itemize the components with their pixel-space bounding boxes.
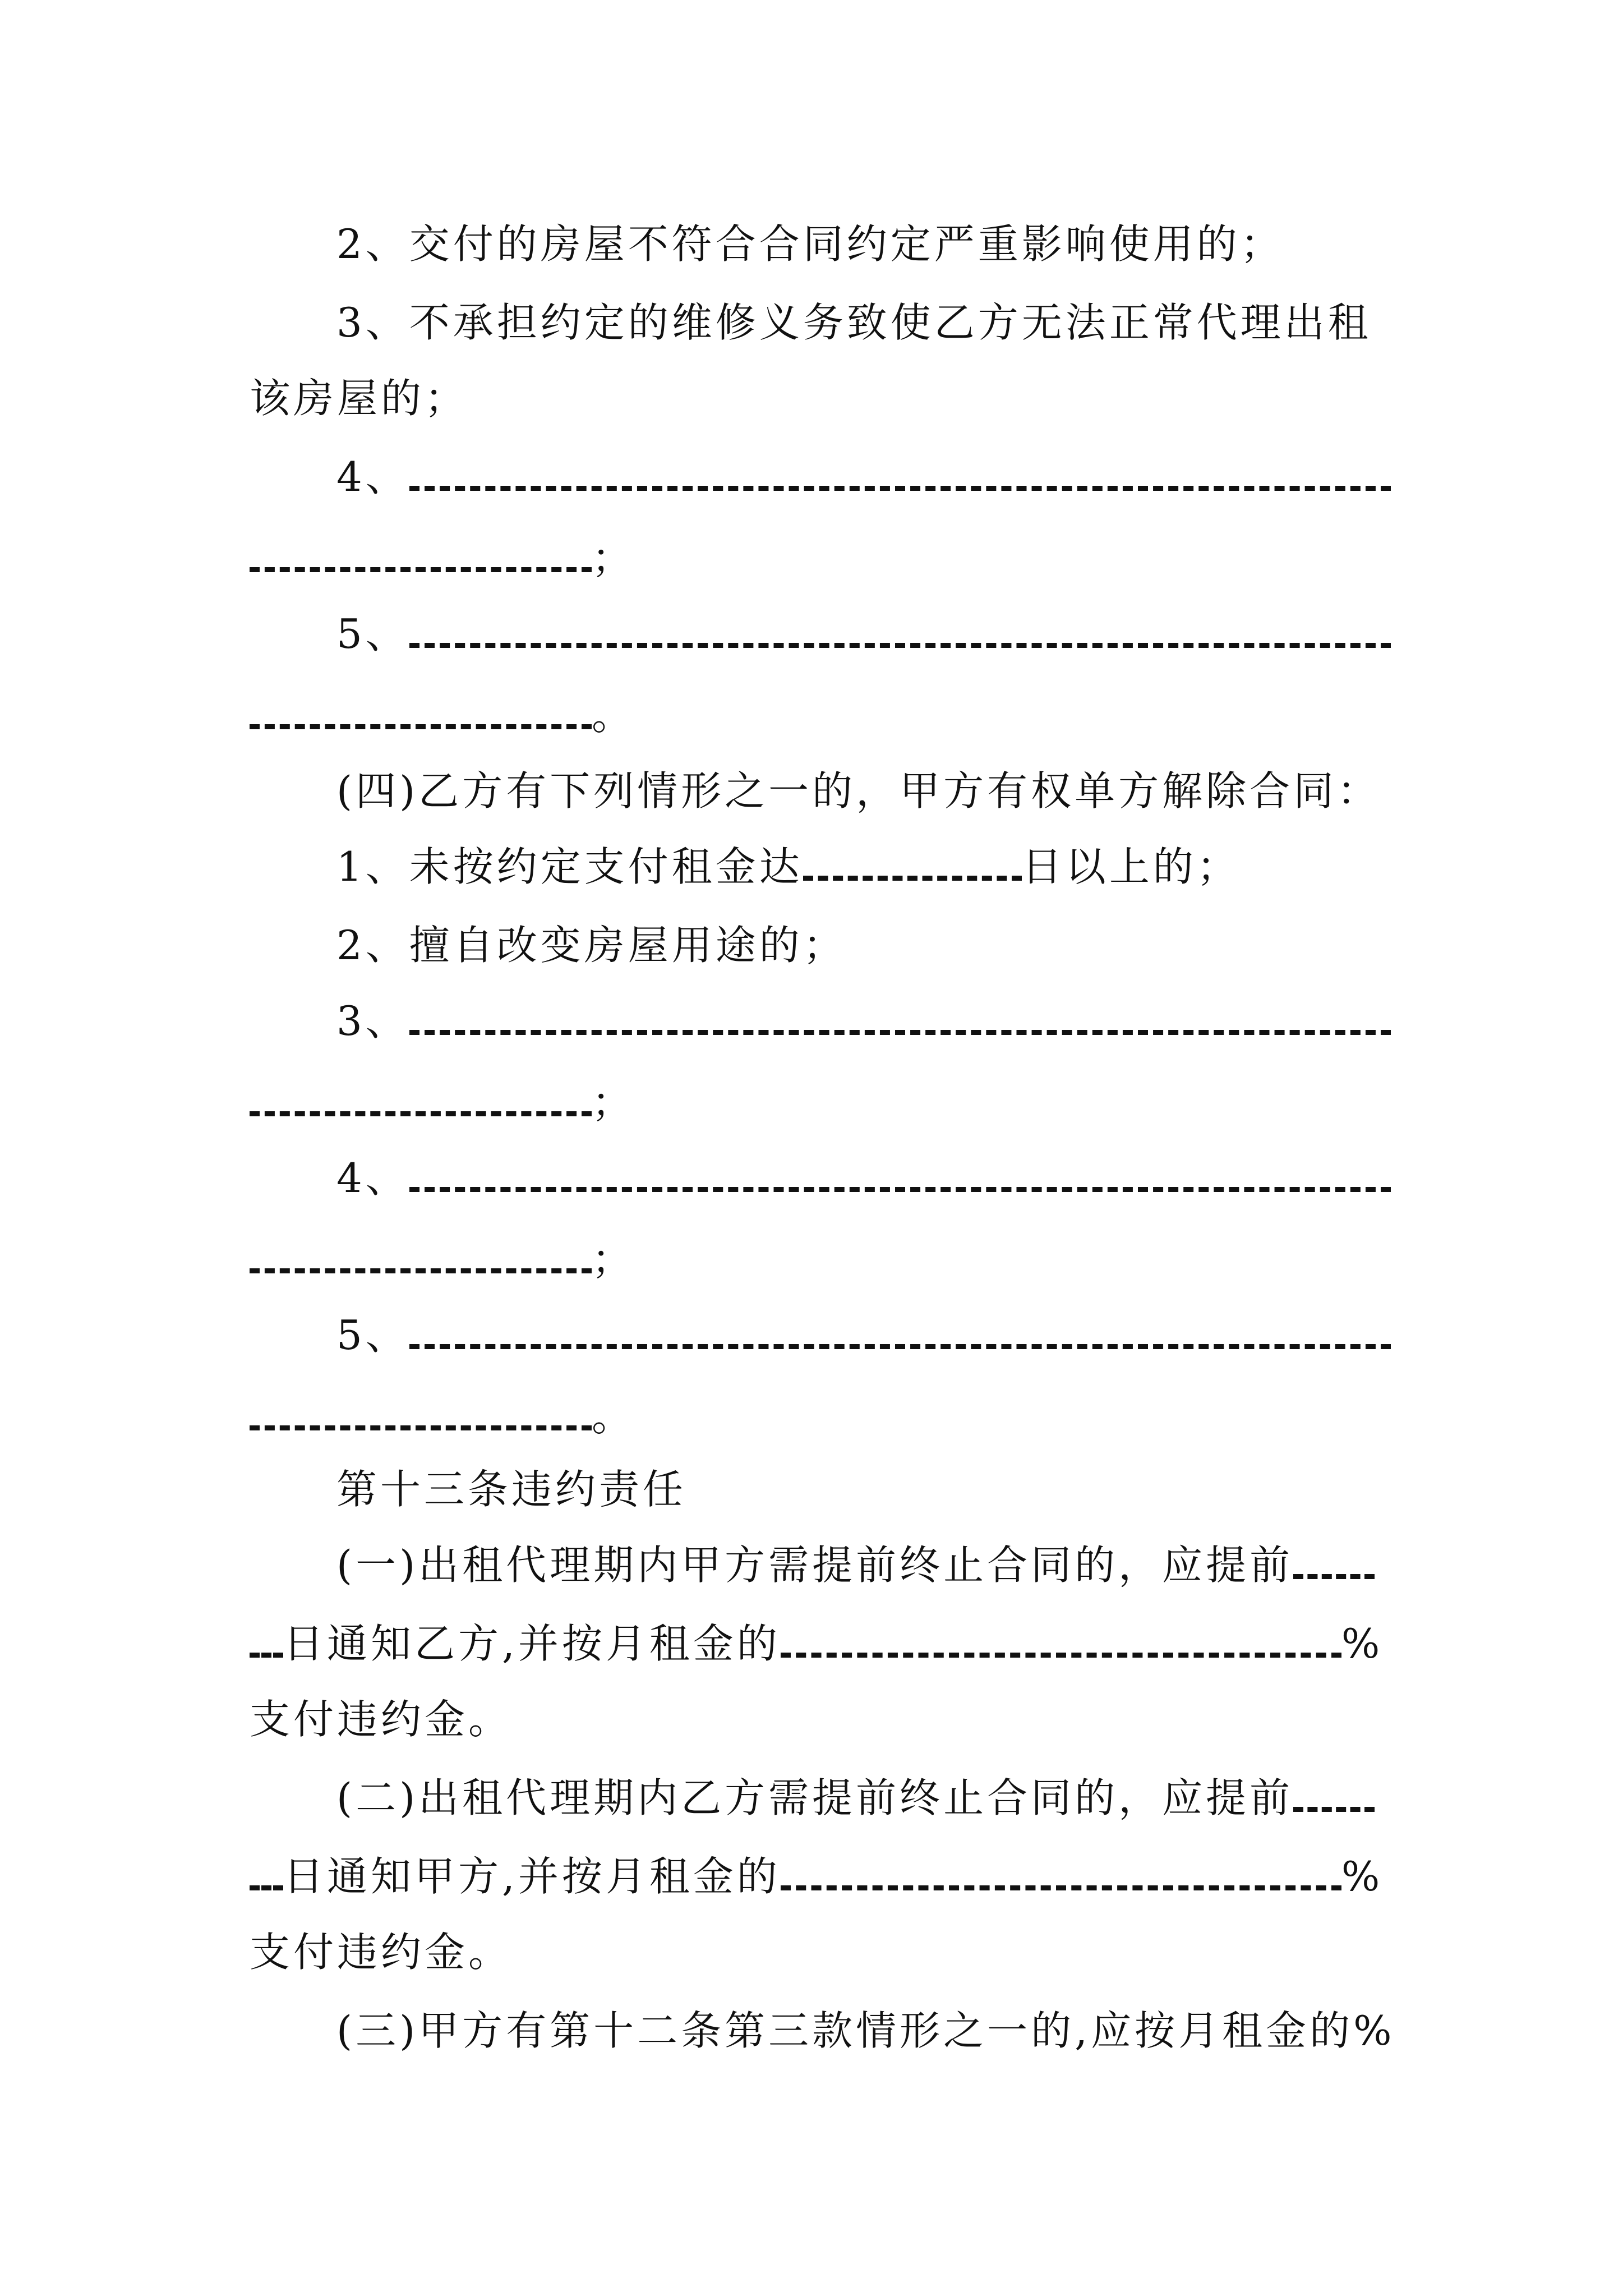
fill-in-blank[interactable] [250,1079,592,1116]
fill-in-blank[interactable] [250,1853,283,1890]
fill-in-line-continuation: 。 [250,1391,635,1442]
fill-in-line: 5、 [336,609,1391,659]
fill-in-line-continuation: ； [250,533,635,583]
fill-in-line-continuation: 。 [250,690,635,740]
fill-in-line-continuation: ； [250,1077,635,1128]
fill-in-blank[interactable] [250,535,592,572]
fill-in-line-continuation: 日通知乙方,并按月租金的 % [250,1618,1383,1669]
fill-in-blank[interactable] [250,1236,592,1273]
fill-in-blank[interactable] [409,453,1391,491]
fill-in-blank[interactable] [409,610,1391,648]
fill-in-blank[interactable] [781,1853,1341,1890]
fill-in-blank[interactable] [250,692,592,729]
fill-in-line: 5、 [336,1310,1391,1360]
fill-in-line: (一)出租代理期内甲方需提前终止合同的，应提前 [336,1540,1375,1590]
fill-in-blank[interactable] [250,1393,592,1430]
fill-in-blank[interactable] [781,1620,1341,1658]
fill-in-line: 1、未按约定支付租金达 日以上的； [336,843,1241,890]
clause-line: 2、擅自改变房屋用途的； [336,922,847,969]
fill-in-line: (二)出租代理期内乙方需提前终止合同的，应提前 [336,1773,1375,1823]
fill-in-line-continuation: ； [250,1234,635,1285]
fill-in-blank[interactable] [1293,1542,1375,1579]
fill-in-blank[interactable] [409,1312,1391,1349]
section-heading: (四)乙方有下列情形之一的，甲方有权单方解除合同： [336,767,1381,815]
fill-in-blank[interactable] [250,1620,283,1658]
clause-line: (三)甲方有第十二条第三款情形之一的,应按月租金的% [336,2007,1395,2054]
clause-line-continuation: 支付违约金。 [250,1696,513,1743]
fill-in-blank[interactable] [409,1154,1391,1192]
clause-line: 3、不承担约定的维修义务致使乙方无法正常代理出租 [336,299,1372,346]
fill-in-blank[interactable] [409,997,1391,1035]
fill-in-line: 4、 [336,1153,1391,1203]
fill-in-blank[interactable] [1293,1774,1375,1812]
clause-line-continuation: 支付违约金。 [250,1929,513,1976]
article-heading: 第十三条违约责任 [336,1466,687,1513]
fill-in-line: 3、 [336,996,1391,1046]
clause-line-continuation: 该房屋的； [250,375,469,422]
fill-in-line-continuation: 日通知甲方,并按月租金的 % [250,1851,1383,1902]
fill-in-line: 4、 [336,452,1391,502]
clause-line: 2、交付的房屋不符合合同约定严重影响使用的； [336,220,1284,268]
fill-in-blank[interactable] [803,843,1022,881]
